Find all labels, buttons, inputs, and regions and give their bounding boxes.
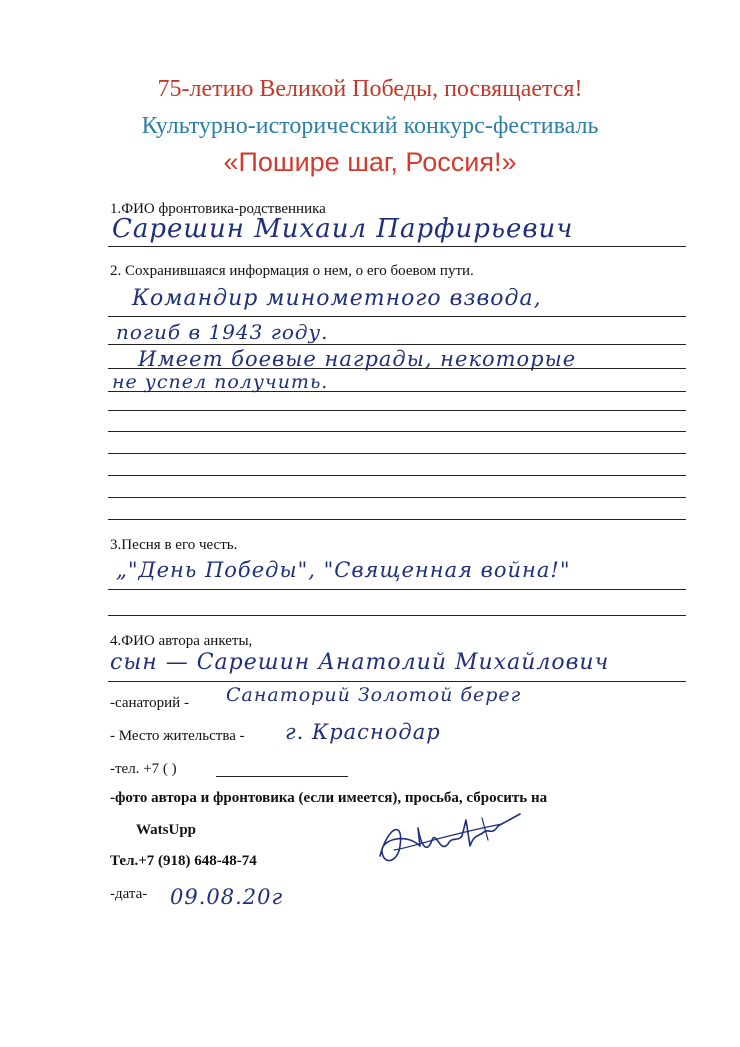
q2-line: [108, 497, 686, 498]
q2-line: [108, 391, 686, 392]
header-title: «Пошире шаг, Россия!»: [223, 147, 517, 177]
q1-answer: Сарешин Михаил Парфирьевич: [112, 214, 574, 244]
q2-line: [108, 453, 686, 454]
q2-line: [108, 475, 686, 476]
q3-line: [108, 589, 686, 590]
q1-label: 1.ФИО фронтовика-родственника: [110, 201, 326, 217]
q2-line: [108, 368, 686, 369]
residence-label: - Место жительства -: [110, 728, 245, 744]
date-value: 09.08.20г: [170, 885, 284, 909]
q2-answer-line-3: Имеет боевые награды, некоторые: [138, 347, 577, 371]
sanatorium-answer: Санаторий Золотой берег: [226, 684, 522, 706]
contact-phone: Тел.+7 (918) 648-48-74: [110, 853, 257, 869]
date-label: -дата-: [110, 886, 148, 902]
q4-line: [108, 681, 686, 682]
q3-line: [108, 615, 686, 616]
q2-answer-line-2: погиб в 1943 году.: [116, 320, 329, 344]
photo-request-line-2: WatsUpp: [136, 822, 197, 838]
header-line-1: 75-летию Великой Победы, посвящается!: [157, 76, 583, 102]
q4-answer: сын — Сарешин Анатолий Михайлович: [110, 650, 610, 675]
q2-answer-line-1: Командир минометного взвода,: [132, 286, 542, 311]
q4-label: 4.ФИО автора анкеты,: [110, 633, 253, 649]
signature-image: [370, 806, 530, 876]
q2-line: [108, 344, 686, 345]
phone-line: [216, 776, 348, 777]
residence-answer: г. Краснодар: [285, 720, 441, 744]
q3-label: 3.Песня в его честь.: [110, 537, 238, 553]
q3-answer: „"День Победы", "Священная война!": [116, 558, 571, 582]
q1-answer-line: [108, 246, 686, 247]
q2-line: [108, 431, 686, 432]
q2-answer-line-4: не успел получить.: [112, 371, 329, 393]
q2-line: [108, 519, 686, 520]
phone-label: -тел. +7 ( ): [110, 761, 177, 777]
sanatorium-label: -санаторий -: [110, 695, 189, 711]
photo-request-line-1: -фото автора и фронтовика (если имеется), просьба, сбросить на: [110, 790, 548, 806]
header-line-2: Культурно-исторический конкурс-фестиваль: [141, 113, 599, 139]
q2-line: [108, 316, 686, 317]
q2-line: [108, 410, 686, 411]
q2-label: 2. Сохранившаяся информация о нем, о его боевом пути.: [110, 263, 474, 279]
